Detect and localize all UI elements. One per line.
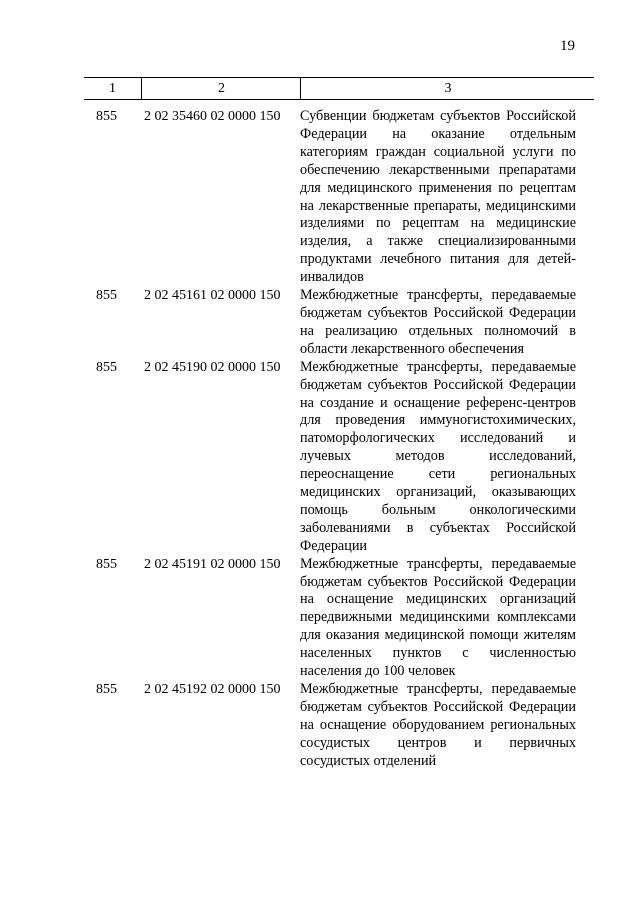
- admin-code-cell: 855: [96, 109, 117, 124]
- header-cell-3: 3: [300, 78, 595, 99]
- header-cell-2: 2: [141, 78, 301, 99]
- budget-code-cell: 2 02 45192 02 0000 150: [144, 682, 281, 697]
- table-header: [84, 77, 594, 100]
- revenue-name-cell: Межбюджетные трансферты, передаваемые бюджетам субъектов Российской Федерации на оснащение медицинских организаций передвижными медицинскими комплексами для оказания медицинской помощи жителям населенных пунктов с численностью населения до 100 человек: [300, 555, 576, 680]
- table-row: [84, 287, 594, 359]
- revenue-name-cell: Субвенции бюджетам субъектов Российской Федерации на оказание отдельным категориям граждан социальной услуги по обеспечению лекарственными препаратами для медицинского применения по рецептам на лекарственные препараты, медицинскими изделиями по рецептам на медицинские изделия, а также специализированными продуктами лечебного питания для детей-инвалидов: [300, 108, 576, 286]
- admin-code-cell: 855: [96, 556, 117, 572]
- budget-code-cell: 2 02 35460 02 0000 150: [144, 109, 281, 124]
- budget-code-cell: 2 02 45191 02 0000 150: [144, 556, 281, 572]
- admin-code-cell: 855: [96, 288, 117, 304]
- admin-code-cell: 855: [96, 682, 117, 697]
- revenue-name-cell: Межбюджетные трансферты, передаваемые бюджетам субъектов Российской Федерации на реализацию отдельных полномочий в области лекарственного обеспечения: [300, 287, 576, 357]
- table-body: [84, 108, 594, 771]
- table-row: [84, 681, 594, 771]
- revenue-name-cell: Межбюджетные трансферты, передаваемые бюджетам субъектов Российской Федерации на создание и оснащение референс-центров для проведения иммуногистохимических, патоморфологических исследований и лучевых методов исследований, переоснащение сети региональных медицинских организаций, оказывающих помощь больным онкологическими заболеваниями в субъектах Российской Федерации: [300, 358, 576, 554]
- revenue-name-cell: Межбюджетные трансферты, передаваемые бюджетам субъектов Российской Федерации на оснащение оборудованием региональных сосудистых центров и первичных сосудистых отделений: [300, 681, 576, 769]
- table-row: [84, 108, 594, 287]
- budget-code-cell: 2 02 45190 02 0000 150: [144, 359, 281, 375]
- table-row: [84, 556, 594, 681]
- budget-code-cell: 2 02 45161 02 0000 150: [144, 288, 281, 304]
- page-number: 19: [560, 38, 575, 54]
- table-row: [84, 359, 594, 556]
- admin-code-cell: 855: [96, 359, 117, 375]
- header-cell-1: 1: [109, 81, 116, 96]
